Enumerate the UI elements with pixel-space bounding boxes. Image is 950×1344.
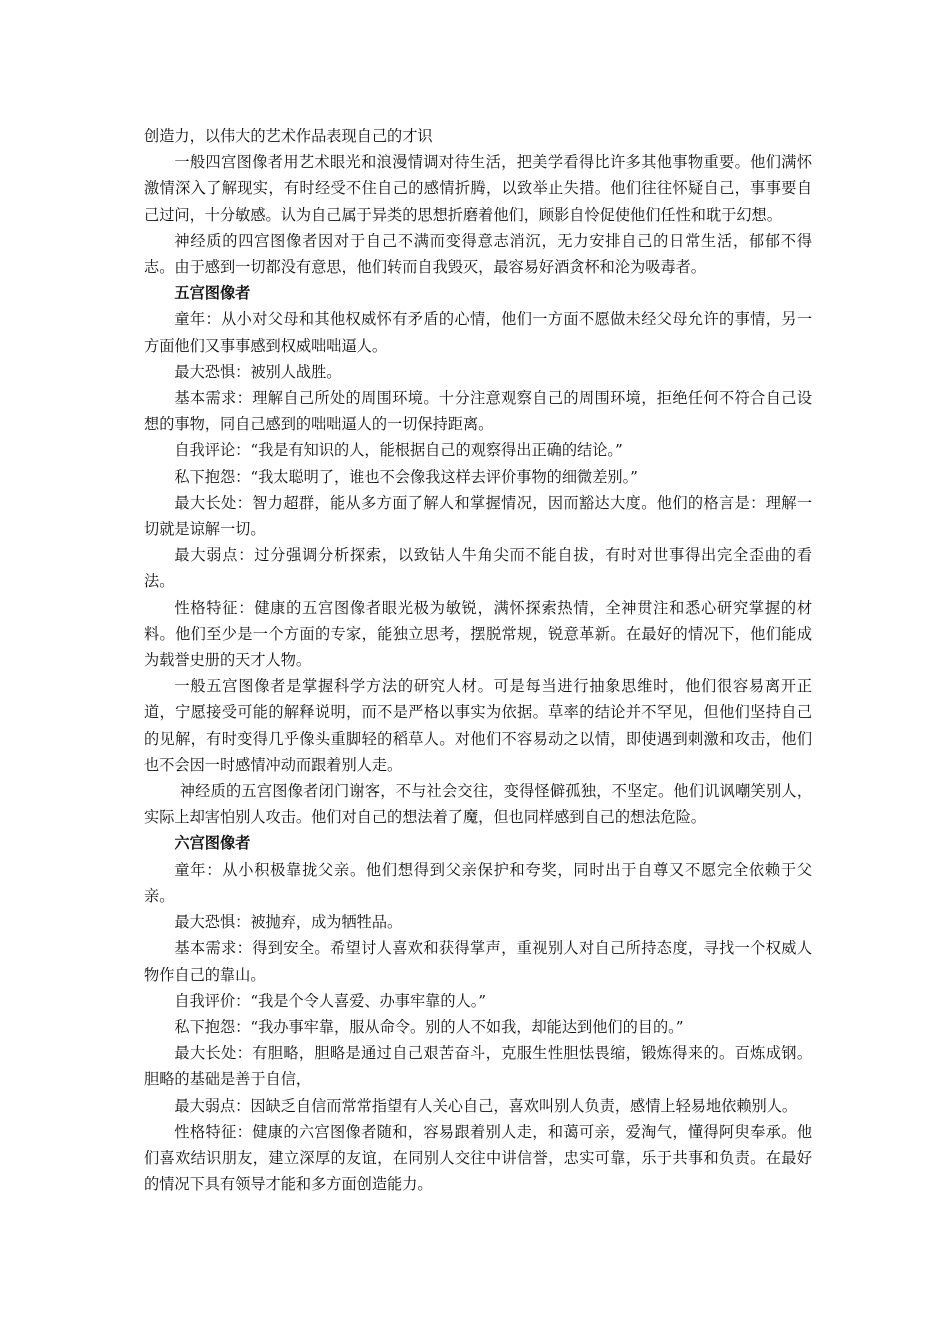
four-neurotic-paragraph: 神经质的四宫图像者因对于自己不满而变得意志消沉，无力安排自己的日常生活，郁郁不得志。由于感到一切都没有意思，他们转而自我毁灭，最容易好酒贪杯和沦为吸毒者。 — [144, 231, 812, 277]
five-need: 基本需求：理解自己所处的周围环境。十分注意观察自己的周围环境，拒绝任何不符合自己设想的事物，同自己感到的咄咄逼人的一切保持距离。 — [144, 389, 812, 434]
six-weakness: 最大弱点：因缺乏自信而常常指望有人关心自己，喜欢叫别人负责，感情上轻易地依赖别人。 — [174, 1096, 798, 1115]
six-fear: 最大恐惧：被抛弃，成为牺牲品。 — [174, 913, 403, 932]
six-self-comment: 自我评价：“我是个令人喜爱、办事牢靠的人。” — [174, 991, 487, 1010]
five-self-comment: 自我评论：“我是有知识的人，能根据自己的观察得出正确的结论。” — [174, 441, 623, 460]
document-body — [144, 123, 812, 1197]
five-weakness: 最大弱点：过分强调分析探索，以致钻人牛角尖而不能自拔，有时对世事得出完全歪曲的看法。 — [144, 546, 812, 591]
section-heading-six: 六宫图像者 — [174, 834, 251, 853]
five-neurotic: 神经质的五宫图像者闭门谢客，不与社会交往，变得怪僻孤独，不坚定。他们讥讽嘲笑别人，实际上却害怕别人攻击。他们对自己的想法着了魔，但也同样感到自己的想法危险。 — [144, 782, 812, 827]
four-general-paragraph: 一般四宫图像者用艺术眼光和浪漫情调对待生活，把美学看得比许多其他事物重要。他们满怀激情深入了解现实，有时经受不住自己的感情折腾，以致举止失措。他们往往怀疑自己，事事要自己过问，十分敏感。认为自己属于异类的思想折磨着他们，顾影自怜促使他们任性和耽于幻想。 — [144, 153, 812, 224]
six-need: 基本需求：得到安全。希望讨人喜欢和获得掌声，重视别人对自己所持态度，寻找一个权威人物作自己的靠山。 — [144, 939, 812, 984]
five-childhood: 童年：从小对父母和其他权威怀有矛盾的心情，他们一方面不愿做未经父母允许的事情，另一方面他们又事事感到权威咄咄逼人。 — [144, 310, 812, 355]
five-strength: 最大长处：智力超群，能从多方面了解人和掌握情况，因而豁达大度。他们的格言是：理解一切就是谅解一切。 — [144, 493, 812, 539]
five-fear: 最大恐惧：被别人战胜。 — [174, 362, 342, 381]
section-heading-five: 五宫图像者 — [174, 284, 251, 303]
six-traits: 性格特征：健康的六宫图像者随和，容易跟着别人走，和蔼可亲，爱淘气，懂得阿臾奉承。他们喜欢结识朋友，建立深厚的友谊，在同别人交往中讲信誉，忠实可靠，乐于共事和负责。在最好的情况下具有领导才能和多方面创造能力。 — [144, 1122, 812, 1194]
five-complaint: 私下抱怨：“我太聪明了，谁也不会像我这样去评价事物的细微差别。” — [174, 467, 638, 486]
six-strength: 最大长处：有胆略，胆略是通过自己艰苦奋斗，克服生性胆怯畏缩，锻炼得来的。百炼成钢。胆略的基础是善于自信， — [144, 1044, 812, 1089]
five-general: 一般五宫图像者是掌握科学方法的研究人材。可是每当进行抽象思维时，他们很容易离开正道，宁愿接受可能的解释说明，而不是严格以事实为依据。草率的结论并不罕见，但他们坚持自己的见解，有时变得几乎像头重脚轻的稻草人。对他们不容易动之以情，即使遇到刺激和攻击，他们也不会因一时感情冲动而跟着别人走。 — [144, 677, 812, 774]
continuation-paragraph: 创造力，以伟大的艺术作品表现自己的才识 — [144, 127, 433, 145]
five-traits: 性格特征：健康的五宫图像者眼光极为敏锐，满怀探索热情，全神贯注和悉心研究掌握的材料。他们至少是一个方面的专家，能独立思考，摆脱常规，锐意革新。在最好的情况下，他们能成为载誉史册的天才人物。 — [144, 598, 812, 670]
six-complaint: 私下抱怨：“我办事牢靠，服从命令。别的人不如我，却能达到他们的目的。” — [174, 1017, 684, 1036]
six-childhood: 童年：从小积极靠拢父亲。他们想得到父亲保护和夸奖，同时出于自尊又不愿完全依赖于父亲。 — [144, 860, 812, 905]
